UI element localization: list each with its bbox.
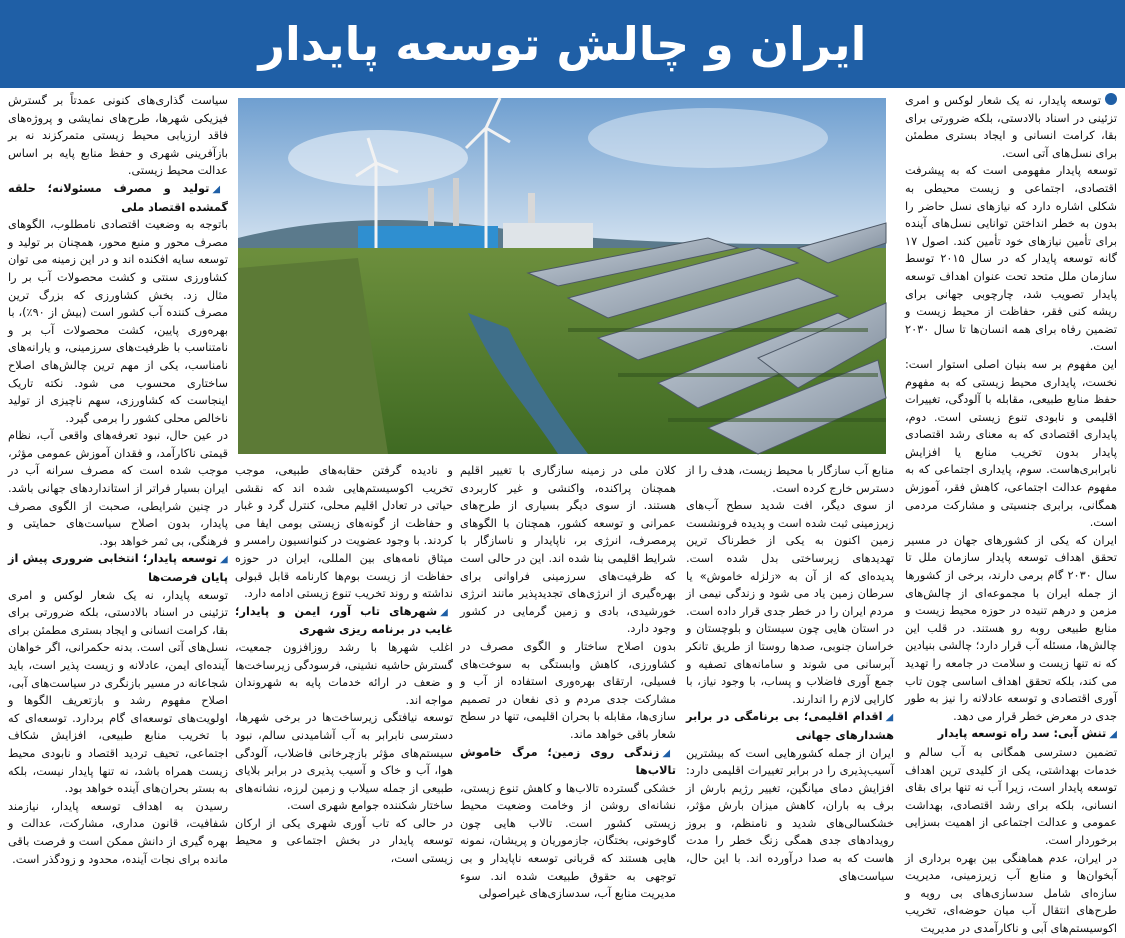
article-photo xyxy=(238,98,886,454)
paragraph: ایران از جمله کشورهایی است که بیشترین آسیب‌پذیری را در برابر تغییرات اقلیمی دارد: افزایش دمای میانگین، تغییر رژیم بارش از برف به باران، کاهش میزان بارش مؤثر، خشکسالی‌های شدید و نامنظم، و بروز رویدادهای جدی همگی زنگ خطر را مدت هاست که به صدا درآورده اند. با این حال، سیاست‌های xyxy=(686,746,894,883)
paragraph: توسعه پایدار مفهومی است که به پیشرفت اقتصادی، اجتماعی و زیست محیطی به شکلی اشاره دارد که نیازهای نسل حاضر را بدون به خطر انداختن توانایی نسل‌های آینده برای تأمین نیازهای خود تأمین کند. اصول ۱۷ گانه توسعه پایدار که در سال ۲۰۱۵ توسط سازمان ملل متحد تحت عنوان اهداف توسعه پایدار تصویب شد، چارچوبی جهانی برای ریشه کنی فقر، حفاظت از محیط زیست و تضمین رفاه برای همه انسان‌ها تا سال ۲۰۳۰ است. xyxy=(905,164,1117,354)
triangle-icon: ◢ xyxy=(885,712,894,724)
subheading: زندگی روی زمین؛ مرگ خاموش تالاب‌ها xyxy=(460,745,676,778)
triangle-icon: ◢ xyxy=(212,183,228,195)
paragraph: رسیدن به اهداف توسعه پایدار، نیازمند شفافیت، قانون مداری، مشارکت، عدالت و بهره گیری از دانش ممکن است و فرصت باقی مانده برای نجات آینده، محدود و زودگذر است. xyxy=(8,799,228,866)
paragraph: توسعه پایدار، نه یک شعار لوکس و امری تزئینی در اسناد بالادستی، بلکه ضرورتی برای بقا، کرامت انسانی و ایجاد بستری مطمئن برای نسل‌های آتی است. بدنه حکمرانی، اگر خواهان آینده‌ای ایمن، عادلانه و زیست پذیر است، باید شجاعانه در مسیر بازنگری در سیاست‌های آبی، اصلاح مفهوم رشد و بازتعریف الگوها و اولویت‌های توسعه‌ای گام بردارد. توسعه‌ای که با تخریب منابع طبیعی، افزایش شکاف اجتماعی، تحیف تردید اقتصاد و نابودی محیط زیست همراه باشد، نه تنها پایدار نیست، بلکه به بستر بحران‌های آینده خواهد بود. xyxy=(8,588,228,796)
triangle-icon: ◢ xyxy=(662,747,676,759)
paragraph: و نادیده گرفتن حقابه‌های طبیعی، موجب تخریب اکوسیستم‌هایی شده اند که نقشی حیاتی در تعادل اقلیم محلی، کنترل گرد و غبار و حفاظت از گونه‌های زیستی بومی ایفا می کردند. با وجود عضویت در کنوانسیون رامسر و میثاق نامه‌های بین المللی، ایران در حوزه حفاظت از زیست بوم‌ها کارنامه قابل قبولی نداشته و روند تخریب تنوع زیستی ادامه دارد. xyxy=(235,464,453,601)
subheading: شهرهای تاب آور، ایمن و پایدار؛ غایب در برنامه ریزی شهری xyxy=(235,604,453,637)
paragraph: اغلب شهرها با رشد روزافزون جمعیت، گسترش حاشیه نشینی، فرسودگی زیرساخت‌ها و ضعف در ارائه خدمات پایه به شهروندان مواجه اند. xyxy=(235,640,453,707)
paragraph: سیاست گذاری‌های کنونی عمدتاً بر گسترش فیزیکی شهرها، طرح‌های نمایشی و پروژه‌های فاقد ارزیابی محیط زیستی متمرکزند نه بر بازآفرینی شهری و حفظ منابع پایه بر اساس عدالت محیط زیستی. xyxy=(8,94,228,178)
paragraph: باتوجه به وضعیت اقتصادی نامطلوب، الگوهای مصرف محور و منبع محور، همچنان بر تولید و توسعه سایه افکنده اند و در این زمینه می توان کشاورزی سنتی و کشت محصولات آب بر را مثال زد. بخش کشاورزی که بزرگ ترین مصرف کننده آب کشور است (بیش از ۹۰٪)، با بهره‌وری پایین، کشت محصولات آب بر و نامتناسب با ظرفیت‌های سرزمینی، و یارانه‌های نامناسب، یکی از مهم ترین چالش‌های اصلاح ساختاری محسوب می شود. نکته تاریک اینجاست که کشاورزی، سهم ناچیزی از تولید ناخالص محلی کشور را برمی گیرد. xyxy=(8,218,228,425)
paragraph: در عین حال، نبود تعرفه‌های واقعی آب، نظام قیمتی ناکارآمد، و فقدان آموزش عمومی مؤثر، موجب شده است که مصرف سرانه آب در ایران بسیار فراتر از استانداردهای جهانی باشد. در چنین شرایطی، صحبت از الگوی مصرف پایدار، بدون اصلاح سیاست‌های حمایتی و فرهنگی، بی ثمر خواهد بود. xyxy=(8,429,228,548)
paragraph: خشکی گسترده تالاب‌ها و کاهش تنوع زیستی، نشانه‌ای روشن از وخامت وضعیت محیط زیستی کشور است. تالاب هایی چون گاوخونی، بختگان، جازموریان و پریشان، نمونه هایی هستند که قربانی توسعه ناپایدار و بی توجهی به حقوق طبیعت شده اند. سوء مدیریت منابع آب، سدسازی‌های غیراصولی xyxy=(460,781,676,901)
column-2 xyxy=(686,462,894,883)
paragraph: در ایران، عدم هماهنگی بین بهره برداری از آبخوان‌ها و منابع آب زیرزمینی، مدیریت سازه‌ای شامل سدسازی‌های بی رویه و طرح‌های انتقال آب میان حوضه‌ای، تخریب اکوسیستم‌های آبی و ناکارآمدی در مدیریت xyxy=(905,851,1117,935)
triangle-icon: ◢ xyxy=(1109,729,1117,741)
title-banner xyxy=(0,0,1125,88)
paragraph: کلان ملی در زمینه سازگاری با تغییر اقلیم همچنان پراکنده، واکنشی و غیر کاربردی هستند. از سوی دیگر بسیاری از طرح‌های عمرانی و توسعه کشور، همچنان با الگوهای پرمصرف، انرژی بر، ناپایدار و ناسازگار با شرایط اقلیمی بنا شده اند. این در حالی است که ظرفیت‌های سرزمینی فراوانی برای بهره‌گیری از انرژی‌های تجدیدپذیر مانند انرژی خورشیدی، بادی و زمین گرمایی در کشور وجود دارد. xyxy=(460,464,676,636)
paragraph: منابع آب سازگار با محیط زیست، هدف را از دسترس خارج کرده است. xyxy=(686,464,894,495)
paragraph: توسعه نیافتگی زیرساخت‌ها در برخی شهرها، دسترسی نابرابر به آب آشامیدنی سالم، نبود سیستم‌های مؤثر بازچرخانی فاضلاب، آلودگی هوا، آب و خاک و آسیب پذیری در برابر بلایای طبیعی از جمله سیلاب و زمین لرزه، نشانه‌های ساختار شکننده جوامع شهری است. xyxy=(235,711,453,813)
page-title: ایران و چالش توسعه پایدار xyxy=(258,17,867,71)
bullet-icon xyxy=(1105,93,1117,105)
paragraph: تضمین دسترسی همگانی به آب سالم و خدمات بهداشتی، یکی از کلیدی ترین اهداف توسعه پایدار است، زیرا آب نه تنها برای بقای انسانی، بلکه برای رشد اقتصادی، بهداشت عمومی و عدالت اجتماعی از اهمیت بسزایی برخوردار است. xyxy=(905,745,1117,847)
paragraph: در حالی که تاب آوری شهری یکی از ارکان توسعه پایدار در بخش اجتماعی و محیط زیستی است، xyxy=(235,816,453,866)
solar-and-wind-farm-icon xyxy=(238,98,886,454)
paragraph: این مفهوم بر سه بنیان اصلی استوار است: نخست، پایداری محیط زیستی که به مفهوم حفظ منابع طبیعی، مقابله با آلودگی، تغییرات اقلیمی و نابودی تنوع زیستی است. دوم، پایداری اقتصادی که به معنای رشد اقتصادی پایدار بدون تخریب منابع یا افزایش نابرابری‌هاست. سوم، پایداری اجتماعی که به مفهوم عدالت اجتماعی، کاهش فقر، آموزش همگانی، برابری جنسیتی و مشارکت مردمی است. xyxy=(905,357,1117,530)
subheading: تولید و مصرف مسئولانه؛ حلقه گمشده اقتصاد ملی xyxy=(8,181,228,214)
subheading: تنش آبی: سد راه توسعه پایدار xyxy=(937,727,1107,741)
column-3 xyxy=(460,462,676,901)
column-1 xyxy=(905,92,1117,935)
column-5 xyxy=(8,92,228,866)
paragraph: توسعه پایدار، نه یک شعار لوکس و امری تزئینی در اسناد بالادستی، بلکه ضرورتی برای بقا، کرامت انسانی و ایجاد بستری مطمئن برای نسل‌های آتی است. xyxy=(905,94,1117,160)
triangle-icon: ◢ xyxy=(440,606,453,618)
subheading: اقدام اقلیمی؛ بی برنامگی در برابر هشدارهای جهانی xyxy=(686,710,894,742)
paragraph: ایران که یکی از کشورهای جهان در مسیر تحقق اهداف توسعه پایدار سازمان ملل تا سال ۲۰۳۰ گام برمی دارند، برخی از کشورها از جمله ایران با مجموعه‌ای از چالش‌های مزمن و درهم تنیده در حوزه محیط زیست و منابع طبیعی روبه رو هستند. در قلب این چالش‌ها، مسئله آب قرار دارد؛ چالشی بنیادین که نه تنها زیست و سلامت در جامعه را تهدید می کند، بلکه تحقق اهداف اساسی چون تاب آوری اقتصادی و توسعه عادلانه را نیز به طور جدی در معرض خطر قرار می دهد. xyxy=(905,533,1117,723)
paragraph: از سوی دیگر، افت شدید سطح آب‌های زیرزمینی ثبت شده است و پدیده فرونشست زمین اکنون به یکی از خطرناک ترین تهدیدهای زیرساختی بدل شده است. پدیده‌ای که از آن به «زلزله خاموش» یا سرطان زمین یاد می شود و زندگی نیمی از مردم ایران را در خطر جدی قرار داده است. در استان هایی چون سیستان و بلوچستان و خراسان جنوبی، صدها روستا از طریق تانکر آبرسانی می شوند و سامانه‌های تصفیه و جمع آوری فاضلاب و پساب، با وجود نیاز، با کارایی لازم را اندارند. xyxy=(686,499,894,706)
triangle-icon: ◢ xyxy=(219,554,228,566)
column-4 xyxy=(235,462,453,866)
paragraph: بدون اصلاح ساختار و الگوی مصرف در کشاورزی، کاهش وابستگی به سوخت‌های فسیلی، ارتقای بهره‌وری استفاده از آب و مشارکت جدی مردم و ذی نفعان در تصمیم سازی‌ها، مقابله با بحران اقلیمی، تنها در سطح شعار باقی خواهد ماند. xyxy=(460,639,676,741)
subheading: توسعه پایدار؛ انتخابی ضروری پیش از پایان فرصت‌ها xyxy=(8,552,228,585)
